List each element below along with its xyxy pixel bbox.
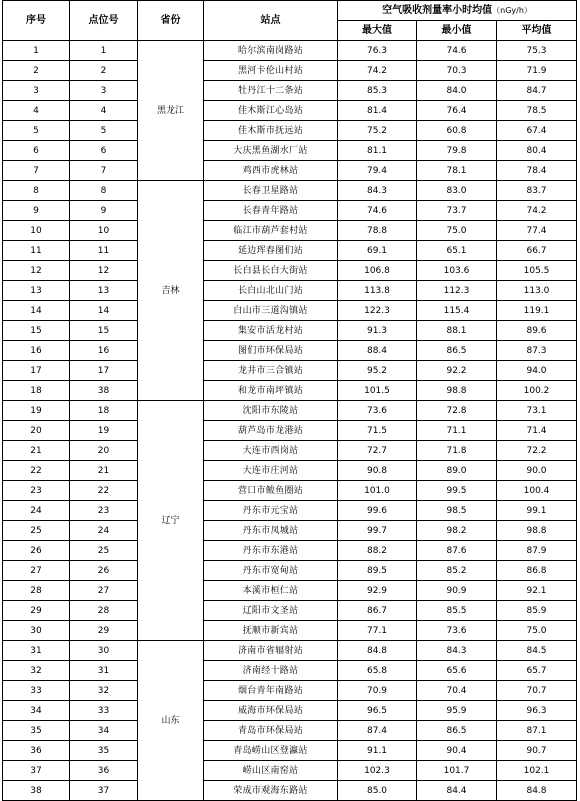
cell-min: 90.9 bbox=[417, 581, 497, 601]
cell-point: 5 bbox=[70, 121, 138, 141]
cell-point: 33 bbox=[70, 701, 138, 721]
cell-point: 13 bbox=[70, 281, 138, 301]
cell-avg: 87.9 bbox=[497, 541, 577, 561]
cell-min: 101.7 bbox=[417, 761, 497, 781]
cell-avg: 92.1 bbox=[497, 581, 577, 601]
cell-max: 84.8 bbox=[338, 641, 417, 661]
cell-avg: 71.9 bbox=[497, 61, 577, 81]
cell-min: 73.7 bbox=[417, 201, 497, 221]
cell-point: 11 bbox=[70, 241, 138, 261]
cell-max: 91.3 bbox=[338, 321, 417, 341]
cell-point: 29 bbox=[70, 621, 138, 641]
cell-avg: 89.6 bbox=[497, 321, 577, 341]
cell-point: 3 bbox=[70, 81, 138, 101]
cell-min: 87.6 bbox=[417, 541, 497, 561]
cell-min: 70.3 bbox=[417, 61, 497, 81]
table-row bbox=[3, 321, 577, 341]
cell-point: 8 bbox=[70, 181, 138, 201]
cell-min: 70.4 bbox=[417, 681, 497, 701]
table-row bbox=[3, 121, 577, 141]
cell-avg: 100.2 bbox=[497, 381, 577, 401]
cell-max: 75.2 bbox=[338, 121, 417, 141]
cell-point: 34 bbox=[70, 721, 138, 741]
cell-point: 24 bbox=[70, 521, 138, 541]
cell-station: 丹东市东港站 bbox=[204, 541, 338, 561]
table-row bbox=[3, 601, 577, 621]
header-min: 最小值 bbox=[417, 21, 497, 41]
cell-min: 112.3 bbox=[417, 281, 497, 301]
cell-avg: 80.4 bbox=[497, 141, 577, 161]
header-dose-rate-unit: （nGy/h） bbox=[492, 5, 532, 15]
table-row bbox=[3, 341, 577, 361]
cell-seq: 5 bbox=[3, 121, 70, 141]
cell-max: 85.0 bbox=[338, 781, 417, 801]
cell-avg: 84.8 bbox=[497, 781, 577, 801]
cell-point: 37 bbox=[70, 781, 138, 801]
cell-max: 101.0 bbox=[338, 481, 417, 501]
cell-point: 2 bbox=[70, 61, 138, 81]
cell-avg: 99.1 bbox=[497, 501, 577, 521]
cell-min: 75.0 bbox=[417, 221, 497, 241]
cell-max: 91.1 bbox=[338, 741, 417, 761]
cell-avg: 74.2 bbox=[497, 201, 577, 221]
cell-min: 84.4 bbox=[417, 781, 497, 801]
cell-point: 35 bbox=[70, 741, 138, 761]
cell-seq: 28 bbox=[3, 581, 70, 601]
cell-point: 26 bbox=[70, 561, 138, 581]
cell-min: 85.2 bbox=[417, 561, 497, 581]
table-row bbox=[3, 461, 577, 481]
cell-station: 集安市活龙村站 bbox=[204, 321, 338, 341]
cell-station: 佳木斯江心岛站 bbox=[204, 101, 338, 121]
cell-seq: 6 bbox=[3, 141, 70, 161]
cell-min: 60.8 bbox=[417, 121, 497, 141]
cell-province: 山东 bbox=[138, 641, 204, 801]
cell-point: 9 bbox=[70, 201, 138, 221]
table-row bbox=[3, 701, 577, 721]
cell-station: 青岛崂山区登瀛站 bbox=[204, 741, 338, 761]
table-row bbox=[3, 521, 577, 541]
cell-max: 106.8 bbox=[338, 261, 417, 281]
cell-min: 74.6 bbox=[417, 41, 497, 61]
cell-avg: 70.7 bbox=[497, 681, 577, 701]
cell-seq: 23 bbox=[3, 481, 70, 501]
cell-province: 辽宁 bbox=[138, 401, 204, 641]
header-dose-rate-group bbox=[338, 1, 577, 21]
cell-station: 白山市三道沟镇站 bbox=[204, 301, 338, 321]
cell-max: 78.8 bbox=[338, 221, 417, 241]
cell-seq: 12 bbox=[3, 261, 70, 281]
cell-station: 崂山区南窑站 bbox=[204, 761, 338, 781]
cell-point: 14 bbox=[70, 301, 138, 321]
cell-max: 77.1 bbox=[338, 621, 417, 641]
cell-seq: 17 bbox=[3, 361, 70, 381]
radiation-data-table bbox=[2, 0, 577, 801]
cell-point: 4 bbox=[70, 101, 138, 121]
cell-max: 101.5 bbox=[338, 381, 417, 401]
header-province: 省份 bbox=[138, 1, 204, 41]
cell-station: 抚顺市新宾站 bbox=[204, 621, 338, 641]
cell-avg: 87.3 bbox=[497, 341, 577, 361]
table-row bbox=[3, 721, 577, 741]
cell-station: 长白县长白大街站 bbox=[204, 261, 338, 281]
cell-min: 65.1 bbox=[417, 241, 497, 261]
cell-avg: 77.4 bbox=[497, 221, 577, 241]
cell-avg: 75.3 bbox=[497, 41, 577, 61]
cell-max: 74.2 bbox=[338, 61, 417, 81]
cell-seq: 24 bbox=[3, 501, 70, 521]
cell-avg: 84.5 bbox=[497, 641, 577, 661]
table-row bbox=[3, 501, 577, 521]
table-row bbox=[3, 621, 577, 641]
cell-point: 18 bbox=[70, 401, 138, 421]
cell-seq: 22 bbox=[3, 461, 70, 481]
cell-avg: 67.4 bbox=[497, 121, 577, 141]
cell-max: 88.4 bbox=[338, 341, 417, 361]
cell-avg: 105.5 bbox=[497, 261, 577, 281]
cell-seq: 25 bbox=[3, 521, 70, 541]
cell-avg: 86.8 bbox=[497, 561, 577, 581]
cell-min: 86.5 bbox=[417, 721, 497, 741]
cell-min: 98.5 bbox=[417, 501, 497, 521]
cell-min: 73.6 bbox=[417, 621, 497, 641]
cell-point: 19 bbox=[70, 421, 138, 441]
table-row bbox=[3, 381, 577, 401]
table-row bbox=[3, 641, 577, 661]
header-row-1 bbox=[3, 1, 577, 21]
table-row bbox=[3, 81, 577, 101]
cell-point: 38 bbox=[70, 381, 138, 401]
cell-max: 71.5 bbox=[338, 421, 417, 441]
cell-max: 76.3 bbox=[338, 41, 417, 61]
cell-point: 1 bbox=[70, 41, 138, 61]
table-row bbox=[3, 101, 577, 121]
table-row bbox=[3, 261, 577, 281]
cell-point: 16 bbox=[70, 341, 138, 361]
cell-min: 76.4 bbox=[417, 101, 497, 121]
table-row bbox=[3, 401, 577, 421]
cell-station: 长春青年路站 bbox=[204, 201, 338, 221]
header-avg: 平均值 bbox=[497, 21, 577, 41]
cell-point: 7 bbox=[70, 161, 138, 181]
cell-max: 69.1 bbox=[338, 241, 417, 261]
table-row bbox=[3, 61, 577, 81]
cell-station: 长春卫星路站 bbox=[204, 181, 338, 201]
cell-min: 85.5 bbox=[417, 601, 497, 621]
cell-avg: 102.1 bbox=[497, 761, 577, 781]
cell-max: 122.3 bbox=[338, 301, 417, 321]
cell-station: 和龙市南坪镇站 bbox=[204, 381, 338, 401]
cell-min: 103.6 bbox=[417, 261, 497, 281]
cell-min: 78.1 bbox=[417, 161, 497, 181]
cell-station: 大庆黑鱼湖水厂站 bbox=[204, 141, 338, 161]
cell-max: 81.4 bbox=[338, 101, 417, 121]
cell-avg: 65.7 bbox=[497, 661, 577, 681]
cell-avg: 94.0 bbox=[497, 361, 577, 381]
cell-max: 85.3 bbox=[338, 81, 417, 101]
cell-max: 84.3 bbox=[338, 181, 417, 201]
cell-seq: 18 bbox=[3, 381, 70, 401]
cell-point: 23 bbox=[70, 501, 138, 521]
cell-min: 95.9 bbox=[417, 701, 497, 721]
cell-seq: 11 bbox=[3, 241, 70, 261]
cell-station: 烟台青年南路站 bbox=[204, 681, 338, 701]
table-row bbox=[3, 661, 577, 681]
cell-seq: 32 bbox=[3, 661, 70, 681]
cell-avg: 90.7 bbox=[497, 741, 577, 761]
header-max: 最大值 bbox=[338, 21, 417, 41]
cell-min: 71.8 bbox=[417, 441, 497, 461]
cell-seq: 26 bbox=[3, 541, 70, 561]
cell-seq: 7 bbox=[3, 161, 70, 181]
cell-max: 89.5 bbox=[338, 561, 417, 581]
cell-avg: 73.1 bbox=[497, 401, 577, 421]
cell-station: 大连市西岗站 bbox=[204, 441, 338, 461]
cell-seq: 19 bbox=[3, 401, 70, 421]
cell-min: 84.3 bbox=[417, 641, 497, 661]
table-row bbox=[3, 361, 577, 381]
cell-min: 84.0 bbox=[417, 81, 497, 101]
table-row bbox=[3, 441, 577, 461]
cell-avg: 66.7 bbox=[497, 241, 577, 261]
cell-station: 黑河卡伦山村站 bbox=[204, 61, 338, 81]
cell-station: 长白山北山门站 bbox=[204, 281, 338, 301]
cell-station: 威海市环保局站 bbox=[204, 701, 338, 721]
cell-max: 88.2 bbox=[338, 541, 417, 561]
cell-station: 鸡西市虎林站 bbox=[204, 161, 338, 181]
cell-avg: 87.1 bbox=[497, 721, 577, 741]
cell-province: 吉林 bbox=[138, 181, 204, 401]
cell-min: 92.2 bbox=[417, 361, 497, 381]
header-seq: 序号 bbox=[3, 1, 70, 41]
table-row bbox=[3, 241, 577, 261]
cell-seq: 27 bbox=[3, 561, 70, 581]
table-row bbox=[3, 481, 577, 501]
cell-station: 营口市鲅鱼圈站 bbox=[204, 481, 338, 501]
cell-seq: 29 bbox=[3, 601, 70, 621]
table-row bbox=[3, 221, 577, 241]
cell-seq: 8 bbox=[3, 181, 70, 201]
cell-seq: 13 bbox=[3, 281, 70, 301]
cell-station: 龙井市三合镇站 bbox=[204, 361, 338, 381]
cell-max: 86.7 bbox=[338, 601, 417, 621]
cell-max: 92.9 bbox=[338, 581, 417, 601]
cell-station: 佳木斯市抚远站 bbox=[204, 121, 338, 141]
cell-seq: 35 bbox=[3, 721, 70, 741]
cell-avg: 71.4 bbox=[497, 421, 577, 441]
cell-seq: 9 bbox=[3, 201, 70, 221]
cell-max: 74.6 bbox=[338, 201, 417, 221]
cell-seq: 3 bbox=[3, 81, 70, 101]
table-row bbox=[3, 421, 577, 441]
table-row bbox=[3, 761, 577, 781]
table-row bbox=[3, 581, 577, 601]
table-row bbox=[3, 561, 577, 581]
cell-point: 30 bbox=[70, 641, 138, 661]
cell-max: 70.9 bbox=[338, 681, 417, 701]
cell-point: 32 bbox=[70, 681, 138, 701]
cell-point: 6 bbox=[70, 141, 138, 161]
cell-station: 丹东市凤城站 bbox=[204, 521, 338, 541]
cell-station: 延边珲春图们站 bbox=[204, 241, 338, 261]
cell-seq: 15 bbox=[3, 321, 70, 341]
cell-point: 22 bbox=[70, 481, 138, 501]
cell-station: 沈阳市东陵站 bbox=[204, 401, 338, 421]
cell-min: 89.0 bbox=[417, 461, 497, 481]
cell-avg: 119.1 bbox=[497, 301, 577, 321]
cell-min: 99.5 bbox=[417, 481, 497, 501]
table-body bbox=[3, 41, 577, 801]
cell-seq: 14 bbox=[3, 301, 70, 321]
table-row bbox=[3, 741, 577, 761]
cell-max: 73.6 bbox=[338, 401, 417, 421]
cell-seq: 33 bbox=[3, 681, 70, 701]
cell-seq: 20 bbox=[3, 421, 70, 441]
cell-max: 99.7 bbox=[338, 521, 417, 541]
cell-avg: 113.0 bbox=[497, 281, 577, 301]
cell-seq: 37 bbox=[3, 761, 70, 781]
cell-point: 12 bbox=[70, 261, 138, 281]
cell-station: 丹东市元宝站 bbox=[204, 501, 338, 521]
cell-station: 济南经十路站 bbox=[204, 661, 338, 681]
header-point: 点位号 bbox=[70, 1, 138, 41]
cell-min: 86.5 bbox=[417, 341, 497, 361]
cell-seq: 2 bbox=[3, 61, 70, 81]
cell-seq: 34 bbox=[3, 701, 70, 721]
cell-max: 72.7 bbox=[338, 441, 417, 461]
cell-max: 90.8 bbox=[338, 461, 417, 481]
cell-point: 20 bbox=[70, 441, 138, 461]
table-row bbox=[3, 41, 577, 61]
cell-max: 87.4 bbox=[338, 721, 417, 741]
cell-avg: 83.7 bbox=[497, 181, 577, 201]
table-row bbox=[3, 681, 577, 701]
cell-point: 36 bbox=[70, 761, 138, 781]
cell-station: 荣成市观海东路站 bbox=[204, 781, 338, 801]
cell-station: 青岛市环保局站 bbox=[204, 721, 338, 741]
cell-avg: 96.3 bbox=[497, 701, 577, 721]
cell-min: 72.8 bbox=[417, 401, 497, 421]
cell-station: 本溪市桓仁站 bbox=[204, 581, 338, 601]
cell-avg: 85.9 bbox=[497, 601, 577, 621]
cell-seq: 16 bbox=[3, 341, 70, 361]
cell-avg: 90.0 bbox=[497, 461, 577, 481]
cell-max: 102.3 bbox=[338, 761, 417, 781]
cell-min: 65.6 bbox=[417, 661, 497, 681]
cell-avg: 72.2 bbox=[497, 441, 577, 461]
table-row bbox=[3, 161, 577, 181]
cell-min: 98.8 bbox=[417, 381, 497, 401]
cell-point: 28 bbox=[70, 601, 138, 621]
cell-station: 济南市省辐射站 bbox=[204, 641, 338, 661]
cell-max: 81.1 bbox=[338, 141, 417, 161]
cell-avg: 75.0 bbox=[497, 621, 577, 641]
table-row bbox=[3, 281, 577, 301]
cell-seq: 31 bbox=[3, 641, 70, 661]
cell-max: 113.8 bbox=[338, 281, 417, 301]
cell-max: 95.2 bbox=[338, 361, 417, 381]
cell-station: 丹东市宽甸站 bbox=[204, 561, 338, 581]
cell-avg: 100.4 bbox=[497, 481, 577, 501]
cell-station: 牡丹江十二条站 bbox=[204, 81, 338, 101]
cell-province: 黑龙江 bbox=[138, 41, 204, 181]
table-row bbox=[3, 141, 577, 161]
cell-avg: 78.4 bbox=[497, 161, 577, 181]
cell-seq: 21 bbox=[3, 441, 70, 461]
cell-avg: 98.8 bbox=[497, 521, 577, 541]
cell-point: 10 bbox=[70, 221, 138, 241]
cell-station: 哈尔滨南岗路站 bbox=[204, 41, 338, 61]
cell-min: 79.8 bbox=[417, 141, 497, 161]
cell-min: 83.0 bbox=[417, 181, 497, 201]
cell-station: 辽阳市文圣站 bbox=[204, 601, 338, 621]
cell-seq: 10 bbox=[3, 221, 70, 241]
table-row bbox=[3, 781, 577, 801]
cell-min: 115.4 bbox=[417, 301, 497, 321]
cell-max: 79.4 bbox=[338, 161, 417, 181]
cell-point: 17 bbox=[70, 361, 138, 381]
cell-station: 图们市环保局站 bbox=[204, 341, 338, 361]
cell-min: 88.1 bbox=[417, 321, 497, 341]
cell-max: 65.8 bbox=[338, 661, 417, 681]
cell-seq: 1 bbox=[3, 41, 70, 61]
table-row bbox=[3, 181, 577, 201]
cell-seq: 30 bbox=[3, 621, 70, 641]
cell-point: 21 bbox=[70, 461, 138, 481]
cell-point: 27 bbox=[70, 581, 138, 601]
cell-max: 96.5 bbox=[338, 701, 417, 721]
header-dose-rate-title: 空气吸收剂量率小时均值 bbox=[382, 4, 493, 16]
cell-station: 大连市庄河站 bbox=[204, 461, 338, 481]
table-row bbox=[3, 541, 577, 561]
cell-avg: 78.5 bbox=[497, 101, 577, 121]
cell-point: 15 bbox=[70, 321, 138, 341]
cell-avg: 84.7 bbox=[497, 81, 577, 101]
cell-seq: 36 bbox=[3, 741, 70, 761]
table-row bbox=[3, 301, 577, 321]
cell-seq: 4 bbox=[3, 101, 70, 121]
cell-station: 葫芦岛市龙港站 bbox=[204, 421, 338, 441]
cell-max: 99.6 bbox=[338, 501, 417, 521]
cell-seq: 38 bbox=[3, 781, 70, 801]
cell-min: 90.4 bbox=[417, 741, 497, 761]
cell-min: 71.1 bbox=[417, 421, 497, 441]
header-station: 站点 bbox=[204, 1, 338, 41]
cell-point: 25 bbox=[70, 541, 138, 561]
cell-point: 31 bbox=[70, 661, 138, 681]
table-row bbox=[3, 201, 577, 221]
cell-station: 临江市葫芦套村站 bbox=[204, 221, 338, 241]
cell-min: 98.2 bbox=[417, 521, 497, 541]
